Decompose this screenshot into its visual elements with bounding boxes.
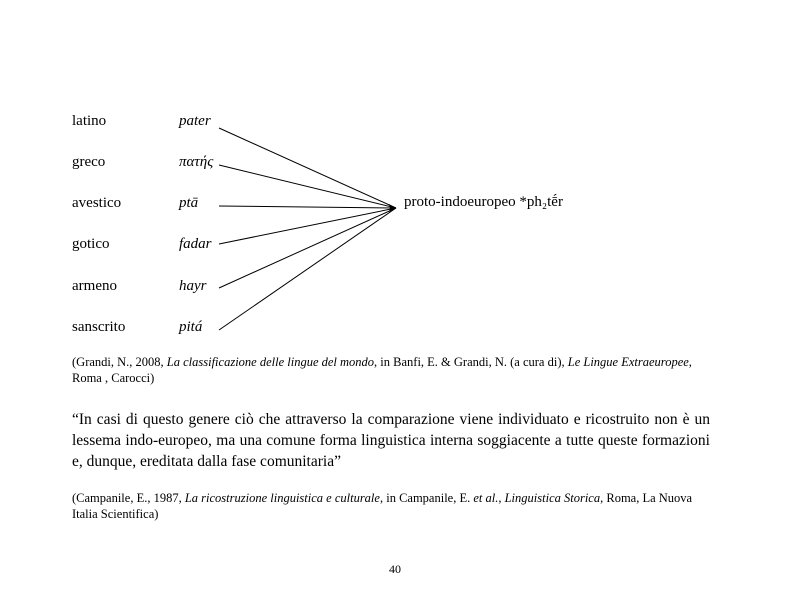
- citation-campanile: [72, 490, 718, 522]
- word-form-avestico: ptā: [179, 195, 199, 211]
- citation-grandi-text-3: , Roma , Carocci): [72, 355, 692, 385]
- language-name-avestico: avestico: [72, 195, 122, 211]
- citation-grandi: [72, 354, 712, 386]
- word-form-sanscrito: pitá: [179, 319, 203, 335]
- citation-grandi-book-title: Le Lingue Extraeuropee: [567, 355, 689, 369]
- reconstruction-form: *ph₂tḗr: [519, 194, 563, 210]
- connector-line-armeno: [219, 208, 396, 288]
- word-form-latino: pater: [179, 113, 211, 129]
- reconstruction-language: proto-indoeuropeo: [404, 194, 516, 210]
- citation-grandi-text-1: (Grandi, N., 2008,: [72, 355, 167, 369]
- citation-campanile-text-3: ,: [498, 491, 505, 505]
- connector-line-avestico: [219, 206, 396, 208]
- campanile-quote: “In casi di questo genere ciò che attraverso la comparazione viene individuato e ricostruito non è un lessema indo-europeo, ma una comune forma linguistica interna soggiacente a tutte queste formazioni e, dunque, ereditata dalla fase comunitaria”: [72, 411, 710, 470]
- citation-grandi-title: La classificazione delle lingue del mondo: [166, 355, 375, 369]
- connector-line-greco: [219, 165, 396, 208]
- word-form-armeno: hayr: [179, 278, 207, 294]
- word-form-greco: πατής: [179, 154, 214, 170]
- citation-campanile-text-2: , in Campanile, E.: [379, 491, 474, 505]
- citation-campanile-text-4: , Roma, La Nuova Italia Scientifica): [72, 491, 693, 521]
- reconstruction-label: [404, 194, 563, 211]
- citation-campanile-book-title: Linguistica Storica: [504, 491, 601, 505]
- language-name-gotico: gotico: [72, 236, 110, 252]
- connector-line-latino: [219, 128, 396, 208]
- page-number: 40: [389, 562, 401, 576]
- language-name-latino: latino: [72, 113, 107, 129]
- language-name-armeno: armeno: [72, 278, 117, 294]
- citation-campanile-text-1: (Campanile, E., 1987,: [72, 491, 185, 505]
- citation-grandi-text-2: , in Banfi, E. & Grandi, N. (a cura di),: [374, 355, 568, 369]
- word-form-gotico: fadar: [179, 236, 212, 252]
- citation-campanile-title: La ricostruzione linguistica e culturale: [184, 491, 380, 505]
- citation-campanile-et-al: et al.: [473, 491, 499, 505]
- language-name-sanscrito: sanscrito: [72, 319, 126, 335]
- language-name-greco: greco: [72, 154, 106, 170]
